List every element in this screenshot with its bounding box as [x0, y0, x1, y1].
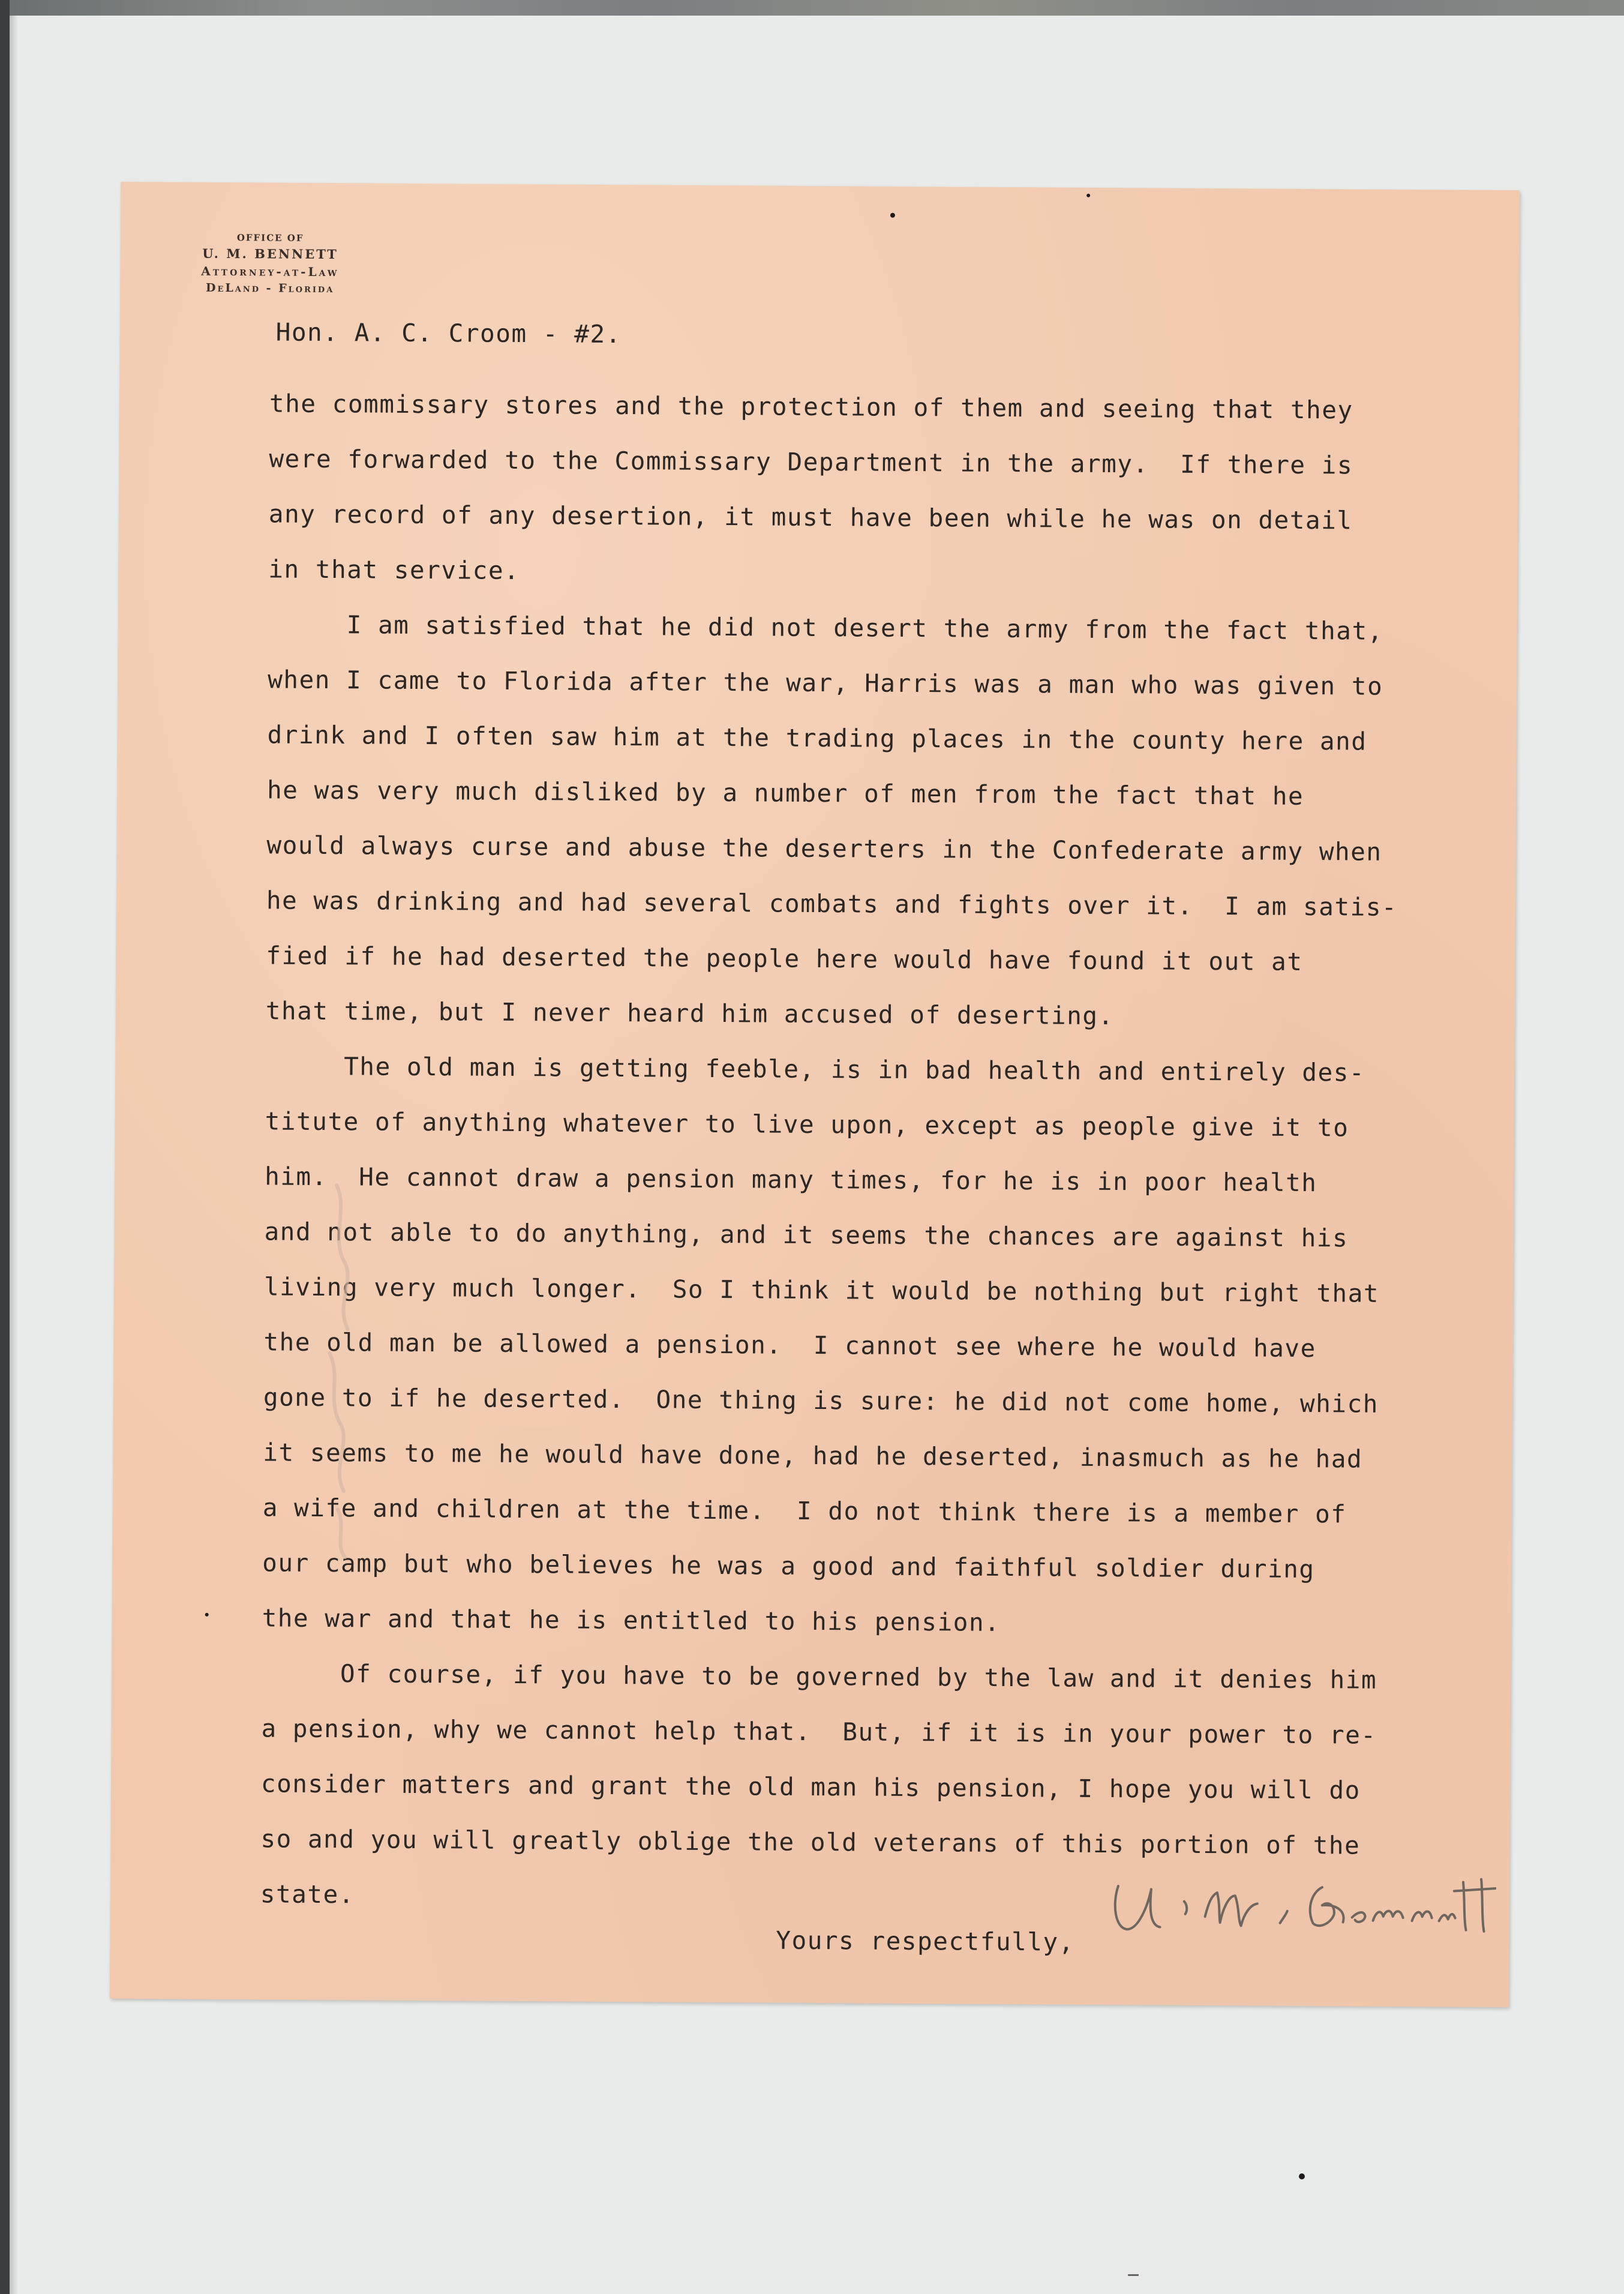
pencil-annotation — [292, 1173, 391, 1564]
body-line: drink and I often saw him at the trading places in the county here and — [267, 720, 1367, 756]
body-line: were forwarded to the Commissary Department in the army. If there is — [269, 444, 1353, 480]
speck — [890, 213, 895, 218]
body-line: the war and that he is entitled to his pension. — [262, 1603, 1001, 1637]
body-line: The old man is getting feeble, is in bad health and entirely des- — [265, 1051, 1365, 1087]
body-line: so and you will greatly oblige the old veterans of this portion of the — [260, 1824, 1361, 1860]
body-line: fied if he had deserted the people here would have found it out at — [266, 941, 1303, 976]
body-line: living very much longer. So I think it would be nothing but right that — [263, 1272, 1380, 1308]
body-line: when I came to Florida after the war, Harris was a man who was given to — [268, 665, 1383, 701]
signature — [1100, 1862, 1496, 1948]
body-line: Of course, if you have to be governed by the law and it denies him — [261, 1659, 1377, 1695]
letterhead-place: DeLand - Florida — [205, 281, 335, 296]
letterhead-office: OFFICE OF — [236, 232, 304, 244]
body-line: any record of any desertion, it must have been while he was on detail — [268, 499, 1353, 535]
closing: Yours respectfully, — [776, 1926, 1075, 1957]
body-line: titute of anything whatever to live upon, except as people give it to — [265, 1106, 1349, 1142]
scan-edge-top — [0, 0, 1624, 16]
recipient-header: Hon. A. C. Croom - #2. — [275, 317, 622, 349]
body-line: gone to if he deserted. One thing is sure: he did not come home, which — [263, 1383, 1379, 1419]
body-line: consider matters and grant the old man his pension, I hope you will do — [260, 1769, 1361, 1805]
body-line: it seems to me he would have done, had he deserted, inasmuch as he had — [263, 1438, 1363, 1474]
scan-edge-left — [0, 0, 10, 2294]
body-line: I am satisfied that he did not desert the army from the fact that, — [268, 610, 1383, 646]
body-line: would always curse and abuse the deserters in the Confederate army when — [266, 830, 1382, 866]
body-line: him. He cannot draw a pension many times, for he is in poor health — [265, 1162, 1317, 1198]
body-line: and not able to do anything, and it seems the chances are against his — [264, 1217, 1349, 1253]
body-line: state. — [260, 1879, 355, 1909]
body-line: he was drinking and had several combats and fights over it. I am satis- — [266, 886, 1398, 922]
speck — [1299, 2173, 1305, 2179]
body-line: a pension, why we cannot help that. But, if it is in your power to re- — [261, 1714, 1377, 1750]
letterhead — [180, 230, 361, 298]
letterhead-title: Attorney-at-Law — [201, 263, 340, 280]
speck — [205, 1613, 209, 1617]
letterhead-name: U. M. BENNETT — [202, 245, 338, 262]
letter-body — [260, 376, 1470, 1929]
speck — [1128, 2274, 1139, 2276]
body-line: in that service. — [268, 554, 520, 585]
body-line: the commissary stores and the protection of them and seeing that they — [269, 389, 1353, 425]
body-line: the old man be allowed a pension. I cannot see where he would have — [263, 1327, 1316, 1363]
body-line: a wife and children at the time. I do not think there is a member of — [262, 1493, 1347, 1529]
speck — [1086, 194, 1090, 197]
body-line: that time, but I never heard him accused of deserting. — [265, 996, 1114, 1031]
letter-page — [110, 182, 1520, 2007]
body-line: he was very much disliked by a number of men from the fact that he — [266, 775, 1304, 811]
scan-shadow-left — [10, 16, 18, 2294]
body-line: our camp but who believes he was a good and faithful soldier during — [262, 1548, 1315, 1584]
